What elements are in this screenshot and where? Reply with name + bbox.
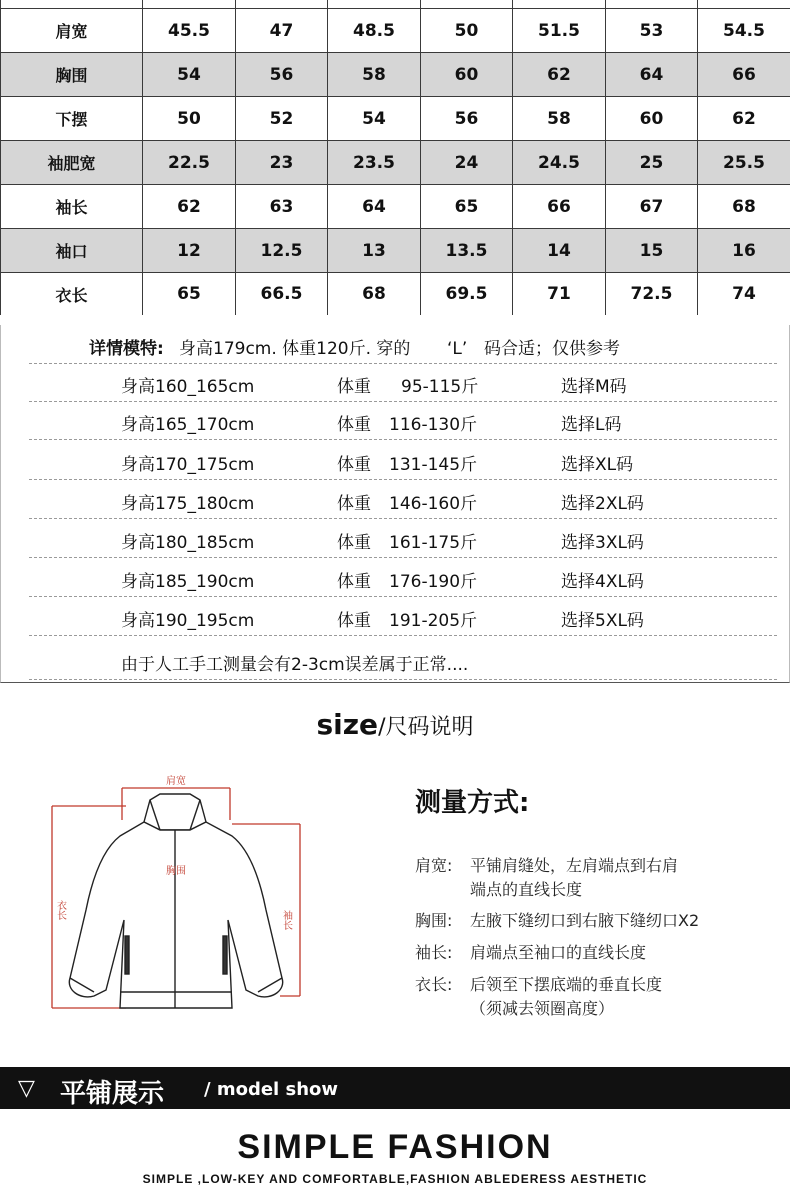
cell: 50 [421, 9, 513, 53]
method-line: 左腋下缝纫口到右腋下缝纫口X2 [470, 911, 700, 930]
jacket-measurement-diagram [40, 770, 320, 1020]
weight-label: 体重 [337, 533, 371, 553]
triangle-down-icon: ▽ [18, 1076, 35, 1101]
weight-label: 体重 [337, 494, 371, 514]
cell: 58 [513, 97, 606, 141]
weight-label: 体重 [337, 455, 371, 475]
recommended-size: 选择5XL码 [561, 611, 644, 631]
height-range: 身高165_170cm [121, 415, 255, 435]
weight-range: 131-145斤 [389, 455, 478, 475]
cell: 66.5 [236, 273, 328, 316]
method-title: 测量方式: [415, 788, 530, 818]
model-show-bar [0, 1067, 790, 1109]
height-range: 身高190_195cm [121, 611, 255, 631]
size-title-en: size [316, 708, 379, 741]
diagram-label-length: 衣长 [54, 900, 66, 920]
height-range: 身高170_175cm [121, 455, 255, 475]
method-key: 衣长: [415, 975, 453, 994]
row-label: 衣长 [1, 273, 143, 316]
cell: 52 [236, 97, 328, 141]
model-show-title-cn: 平铺展示 [60, 1079, 165, 1109]
cell: 25.5 [698, 141, 790, 185]
weight-label: 体重 [337, 377, 371, 397]
weight-range: 146-160斤 [389, 494, 478, 514]
recommended-size: 选择XL码 [561, 455, 634, 475]
cell: 56 [236, 53, 328, 97]
fashion-subtitle: SIMPLE ,LOW-KEY AND COMFORTABLE,FASHION ABLEDERESS AESTHETIC [142, 1172, 648, 1186]
cell: 51.5 [513, 9, 606, 53]
table-row-shoulder [1, 9, 790, 53]
recommended-size: 选择4XL码 [561, 572, 644, 592]
cell: 47 [236, 9, 328, 53]
cell: 65 [143, 273, 236, 316]
weight-range: 95-115斤 [401, 377, 479, 397]
size-section-title [0, 708, 790, 741]
cell: 74 [698, 273, 790, 316]
weight-range: 161-175斤 [389, 533, 478, 553]
model-text: 身高179cm. 体重120斤. 穿的 [179, 339, 411, 359]
jacket-outline [69, 794, 282, 1008]
cell: 63 [236, 185, 328, 229]
row-label: 下摆 [1, 97, 143, 141]
cell: 56 [421, 97, 513, 141]
cell: 12 [143, 229, 236, 273]
height-range: 身高185_190cm [121, 572, 255, 592]
cell: 71 [513, 273, 606, 316]
cell: 23.5 [328, 141, 421, 185]
cell: 50 [143, 97, 236, 141]
cell: 54 [143, 53, 236, 97]
row-label: 袖肥宽 [1, 141, 143, 185]
size-recommendation-panel [0, 325, 790, 683]
cell: 69.5 [421, 273, 513, 316]
fashion-title: SIMPLE FASHION [237, 1128, 553, 1166]
recommended-size: 选择M码 [561, 377, 627, 397]
row-label: 袖长 [1, 185, 143, 229]
size-title-cn: /尺码说明 [378, 715, 474, 740]
method-line: 后领至下摆底端的垂直长度 [470, 975, 663, 994]
recommended-size: 选择L码 [561, 415, 622, 435]
table-row-hem [1, 97, 790, 141]
table-row-sleeve-length [1, 185, 790, 229]
model-label: 详情模特: [89, 339, 164, 359]
cell: 16 [698, 229, 790, 273]
diagram-label-chest: 胸围 [166, 866, 186, 877]
cell: 64 [328, 185, 421, 229]
cell: 62 [143, 185, 236, 229]
method-line: 肩端点至袖口的直线长度 [470, 943, 647, 962]
measurement-note-row [29, 641, 777, 680]
weight-label: 体重 [337, 415, 371, 435]
method-item-length [415, 973, 760, 1021]
cell: 13.5 [421, 229, 513, 273]
recommended-size: 选择2XL码 [561, 494, 644, 514]
cell: 45.5 [143, 9, 236, 53]
recommendation-row [29, 519, 777, 558]
cell: 23 [236, 141, 328, 185]
table-top-strip [1, 0, 790, 9]
row-label: 胸围 [1, 53, 143, 97]
model-tail: 码合适；仅供参考 [484, 339, 620, 359]
recommendation-row [29, 597, 777, 636]
table-row-sleeve-width [1, 141, 790, 185]
cell: 67 [606, 185, 698, 229]
cell: 13 [328, 229, 421, 273]
cell: 68 [328, 273, 421, 316]
method-item-chest [415, 909, 760, 933]
method-key: 胸围: [415, 911, 453, 930]
method-item-sleeve [415, 941, 760, 965]
diagram-label-shoulder: 肩宽 [166, 776, 186, 787]
height-range: 身高160_165cm [121, 377, 255, 397]
cell: 64 [606, 53, 698, 97]
weight-range: 176-190斤 [389, 572, 478, 592]
cell: 62 [698, 97, 790, 141]
recommendation-row [29, 441, 777, 480]
row-label: 肩宽 [1, 9, 143, 53]
model-info-row [29, 325, 777, 364]
cell: 22.5 [143, 141, 236, 185]
weight-range: 116-130斤 [389, 415, 478, 435]
table-row-chest [1, 53, 790, 97]
cell: 53 [606, 9, 698, 53]
method-line: 端点的直线长度 [470, 880, 583, 899]
cell: 72.5 [606, 273, 698, 316]
table-row-length [1, 273, 790, 316]
method-line: （须减去领圈高度） [470, 999, 615, 1018]
recommendation-row [29, 558, 777, 597]
method-key: 肩宽: [415, 856, 453, 875]
size-table [0, 0, 790, 315]
cell: 12.5 [236, 229, 328, 273]
weight-range: 191-205斤 [389, 611, 478, 631]
height-range: 身高175_180cm [121, 494, 255, 514]
weight-label: 体重 [337, 572, 371, 592]
recommendation-row [29, 480, 777, 519]
cell: 24 [421, 141, 513, 185]
cell: 66 [513, 185, 606, 229]
model-show-title-en: / model show [204, 1079, 339, 1100]
method-line: 平铺肩缝处，左肩端点到右肩 [470, 856, 679, 875]
method-key: 袖长: [415, 943, 453, 962]
cell: 66 [698, 53, 790, 97]
method-item-shoulder [415, 854, 760, 902]
cell: 54.5 [698, 9, 790, 53]
cell: 48.5 [328, 9, 421, 53]
cell: 25 [606, 141, 698, 185]
diagram-label-sleeve: 袖长 [280, 910, 292, 930]
cell: 24.5 [513, 141, 606, 185]
height-range: 身高180_185cm [121, 533, 255, 553]
cell: 15 [606, 229, 698, 273]
cell: 65 [421, 185, 513, 229]
cell: 54 [328, 97, 421, 141]
table-row-cuff [1, 229, 790, 273]
row-label: 袖口 [1, 229, 143, 273]
recommended-size: 选择3XL码 [561, 533, 644, 553]
cell: 60 [421, 53, 513, 97]
cell: 14 [513, 229, 606, 273]
model-size: ‘L’ [447, 339, 468, 359]
recommendation-row [29, 363, 777, 402]
recommendation-row [29, 401, 777, 440]
cell: 68 [698, 185, 790, 229]
cell: 62 [513, 53, 606, 97]
cell: 58 [328, 53, 421, 97]
measurement-note: 由于人工手工测量会有2-3cm误差属于正常.... [121, 655, 469, 675]
weight-label: 体重 [337, 611, 371, 631]
cell: 60 [606, 97, 698, 141]
